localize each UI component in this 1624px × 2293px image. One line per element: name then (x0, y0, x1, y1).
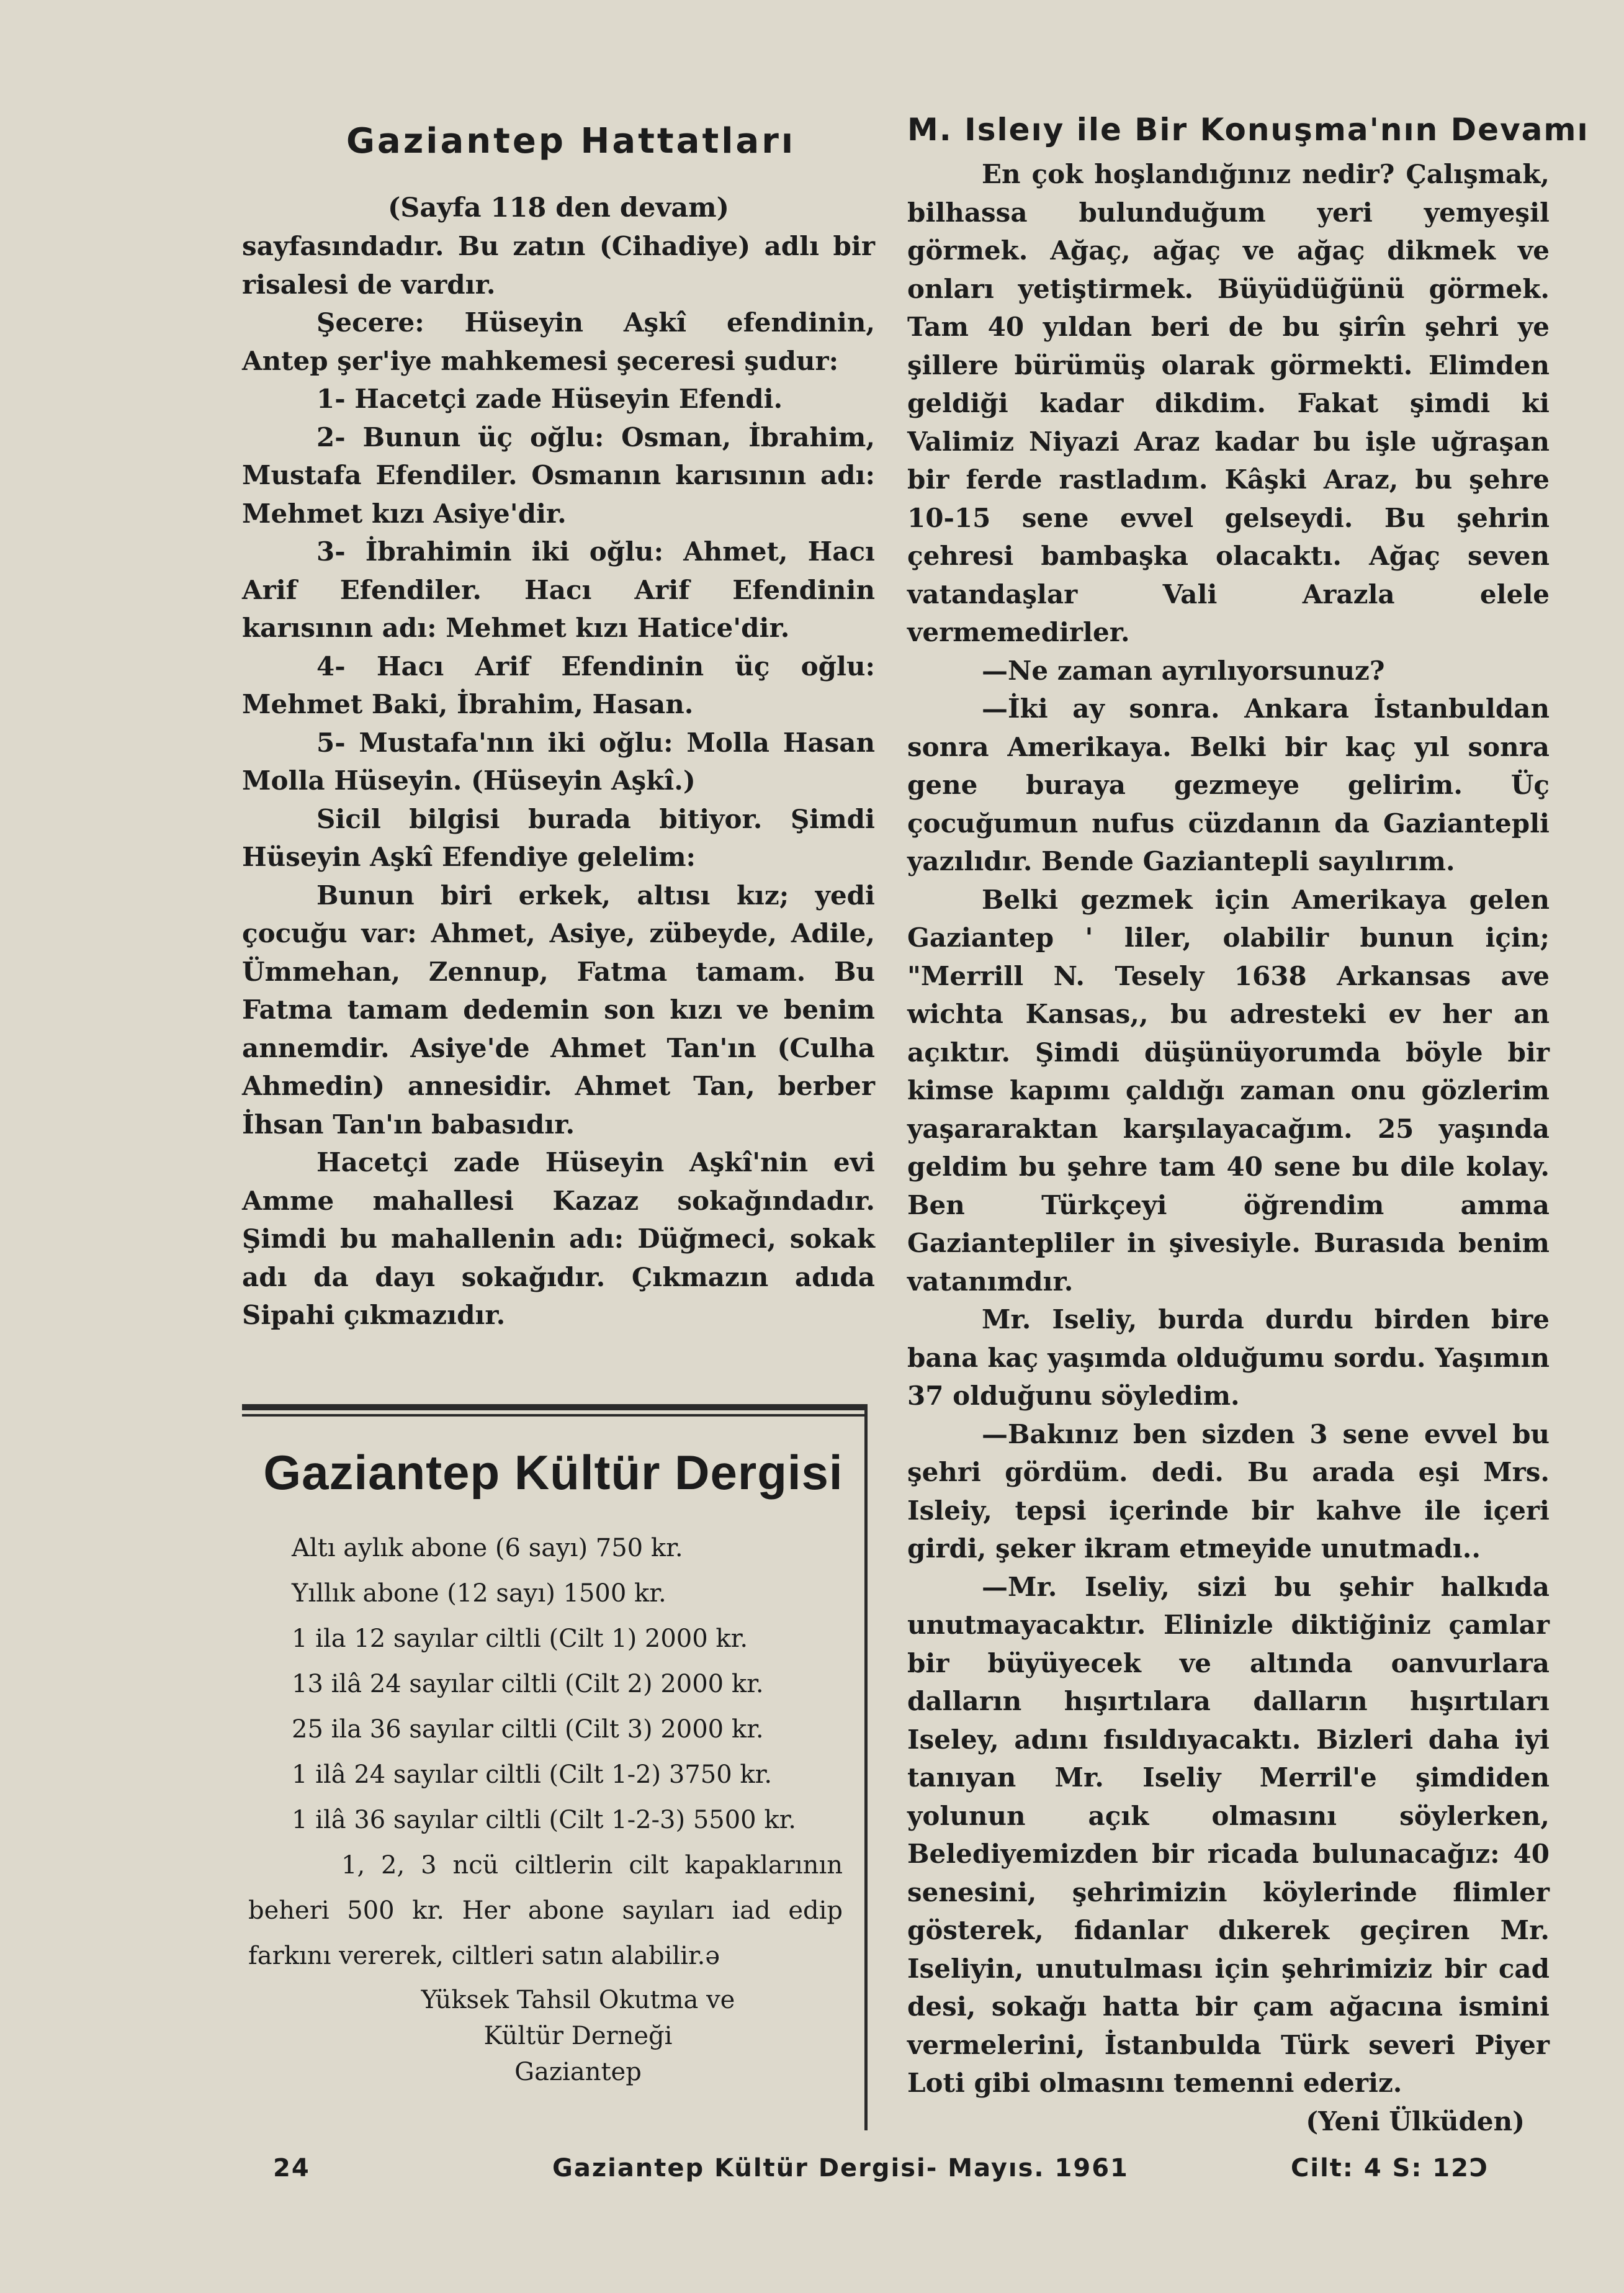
price-line: 25 ila 36 sayılar ciltli (Cilt 3) 2000 kr. (292, 1715, 764, 1744)
right-column (907, 112, 1589, 2140)
paragraph: 5- Mustafa'nın iki oğlu: Molla Hasan Molla Hüseyin. (Hüseyin Aşkî.) (242, 727, 875, 796)
paragraph: —Ne zaman ayrılıyorsunuz? (982, 655, 1385, 686)
price-line: 1 ilâ 36 sayılar ciltli (Cilt 1-2-3) 5500 kr. (292, 1806, 797, 1834)
article-title-hattatlar: Gaziantep Hattatları (346, 121, 796, 161)
paragraph: Bunun biri erkek, altısı kız; yedi çocuğu var: Ahmet, Asiye, zübeyde, Adile, Ümmehan, Zennup, Fatma tamam. Bu Fatma tamam dedemin son kızı ve benim annemdir. Asiye'de Ahmet Tan'ın (Culha Ahmedin) annesidir. Ahmet Tan, berber İhsan Tan'ın babasıdır. (242, 880, 875, 1140)
footer-volume: Cilt: 4 S: 12Ɔ (1291, 2154, 1489, 2183)
paragraph: Şecere: Hüseyin Aşkî efendinin, Antep şer'iye mahkemesi şeceresi şudur: (242, 307, 875, 376)
signature-line: Yüksek Tahsil Okutma ve (421, 1986, 735, 2014)
price-line: 1 ila 12 sayılar ciltli (Cilt 1) 2000 kr. (292, 1624, 748, 1653)
paragraph: sayfasındadır. Bu zatın (Cihadiye) adlı bir risalesi de vardır. (242, 231, 875, 300)
signature-line: Gaziantep (514, 2058, 642, 2086)
ad-note: 1, 2, 3 ncü ciltlerin cilt kapaklarının beheri 500 kr. Her abone sayıları iad edip farkını vererek, ciltleri satın alabilir.ə (248, 1851, 843, 1970)
source-credit: (Yeni Ülküden) (1306, 2106, 1525, 2137)
paragraph: Belki gezmek için Amerikaya gelen Gaziantep ' liler, olabilir bunun için; "Merrill N. Tesely 1638 Arkansas ave wichta Kansas,, bu adresteki ev her an açıktır. Şimdi düşünüyorumda böyle bir kimse kapımı çaldığı zaman onu gözlerim yaşararaktan karşılayacağım. 25 yaşında geldim bu şehre tam 40 sene bu dile kolay. Ben Türkçeyi öğrendim amma Gaziantepliler in şivesiyle. Burasıda benim vatanımdır. (907, 884, 1550, 1297)
article-title-konusma: M. Isleıy ile Bir Konuşma'nın Devamı (907, 112, 1589, 148)
paragraph: 3- İbrahimin iki oğlu: Ahmet, Hacı Arif Efendiler. Hacı Arif Efendinin karısının adı: Mehmet kızı Hatice'dir. (242, 536, 875, 643)
paragraph: —Bakınız ben sizden 3 sene evvel bu şehri gördüm. dedi. Bu arada eşi Mrs. Isleiy, tepsi içerinde bir kahve ile içeri girdi, şeker ikram etmeyide unutmadı.. (907, 1418, 1550, 1564)
left-column (242, 121, 875, 1335)
ad-title: Gaziantep Kültür Dergisi (263, 1445, 843, 1500)
price-line: Yıllık abone (12 sayı) 1500 kr. (292, 1579, 666, 1608)
subscription-ad (242, 1404, 868, 2130)
paragraph: Mr. Iseliy, burda durdu birden bire bana kaç yaşımda olduğumu sordu. Yaşımın 37 olduğunu söyledim. (907, 1304, 1550, 1411)
paragraph: En çok hoşlandığınız nedir? Çalışmak, bilhassa bulunduğum yeri yemyeşil görmek. Ağaç, ağaç ve ağaç dikmek ve onları yetiştirmek. Büyüdüğünü görmek. Tam 40 yıldan beri de bu şirîn şehri ye şillere bürümüş olarak görmekti. Elimden geldiği kadar dikdim. Fakat şimdi ki Valimiz Niyazi Araz kadar bu işle uğraşan bir ferde rastladım. Kâşki Araz, bu şehre 10-15 sene evvel gelseydi. Bu şehrin çehresi bambaşka olacaktı. Ağaç seven vatandaşlar Vali Arazla elele vermemedirler. (907, 159, 1550, 647)
page-number: 24 (273, 2154, 310, 2183)
paragraph: 2- Bunun üç oğlu: Osman, İbrahim, Mustafa Efendiler. Osmanın karısının adı: Mehmet kızı Asiye'dir. (242, 421, 875, 529)
paragraph: Sicil bilgisi burada bitiyor. Şimdi Hüseyin Aşkî Efendiye gelelim: (242, 803, 875, 872)
paragraph: Hacetçi zade Hüseyin Aşkî'nin evi Amme mahallesi Kazaz sokağındadır. Şimdi bu mahallenin adı: Düğmeci, sokak adı da dayı sokağıdır. Çıkmazın adıda Sipahi çıkmazıdır. (242, 1147, 875, 1330)
paragraph: —İki ay sonra. Ankara İstanbuldan sonra Amerikaya. Belki bir kaç yıl sonra gene buraya gezmeye gelirim. Üç çocuğumun nufus cüzdanın da Gazianteрli yazılıdır. Bende Gaziantepli sayılırım. (907, 693, 1550, 876)
paragraph: —Mr. Iseliy, sizi bu şehir halkıda unutmayacaktır. Elinizle diktiğiniz çamlar bir büyüyecek ve altında oanvurlara dalların hışırtılara dalların hışırtıları Iseley, adını fısıldıyacaktı. Bizleri daha iyi tanıyan Mr. Iseliy Merril'e şimdiden yolunun açık olmasını söylerken, Belediyemizden bir ricada bulunacağız: 40 senesini, şehrimizin köylerinde flimler gösterek, fidanlar dıkerek geçiren Mr. Iseliyin, unutulması için şehrimiziz bir cad desi, sokağı hatta bir çam ağacına ismini vermelerini, İstanbulda Türk severi Piyer Loti gibi olmasını temenni ederiz. (907, 1571, 1550, 2098)
continued-note: (Sayfa 118 den devam) (387, 192, 730, 223)
left-article-body (242, 227, 875, 1335)
price-list (242, 1526, 864, 1843)
right-article-body (907, 155, 1550, 2102)
price-line: Altı aylık abone (6 sayı) 750 kr. (292, 1534, 683, 1562)
price-line: 13 ilâ 24 sayılar ciltli (Cilt 2) 2000 kr. (292, 1670, 764, 1698)
paragraph: 4- Hacı Arif Efendinin üç oğlu: Mehmet Baki, İbrahim, Hasan. (242, 651, 875, 719)
ad-signature (242, 1982, 864, 2090)
paragraph: 1- Hacetçi zade Hüseyin Efendi. (316, 384, 783, 414)
footer-magazine: Gaziantep Kültür Dergisi- Mayıs. 1961 (552, 2154, 1129, 2183)
price-line: 1 ilâ 24 sayılar ciltli (Cilt 1-2) 3750 kr. (292, 1760, 773, 1789)
signature-line: Kültür Derneği (483, 2022, 673, 2050)
